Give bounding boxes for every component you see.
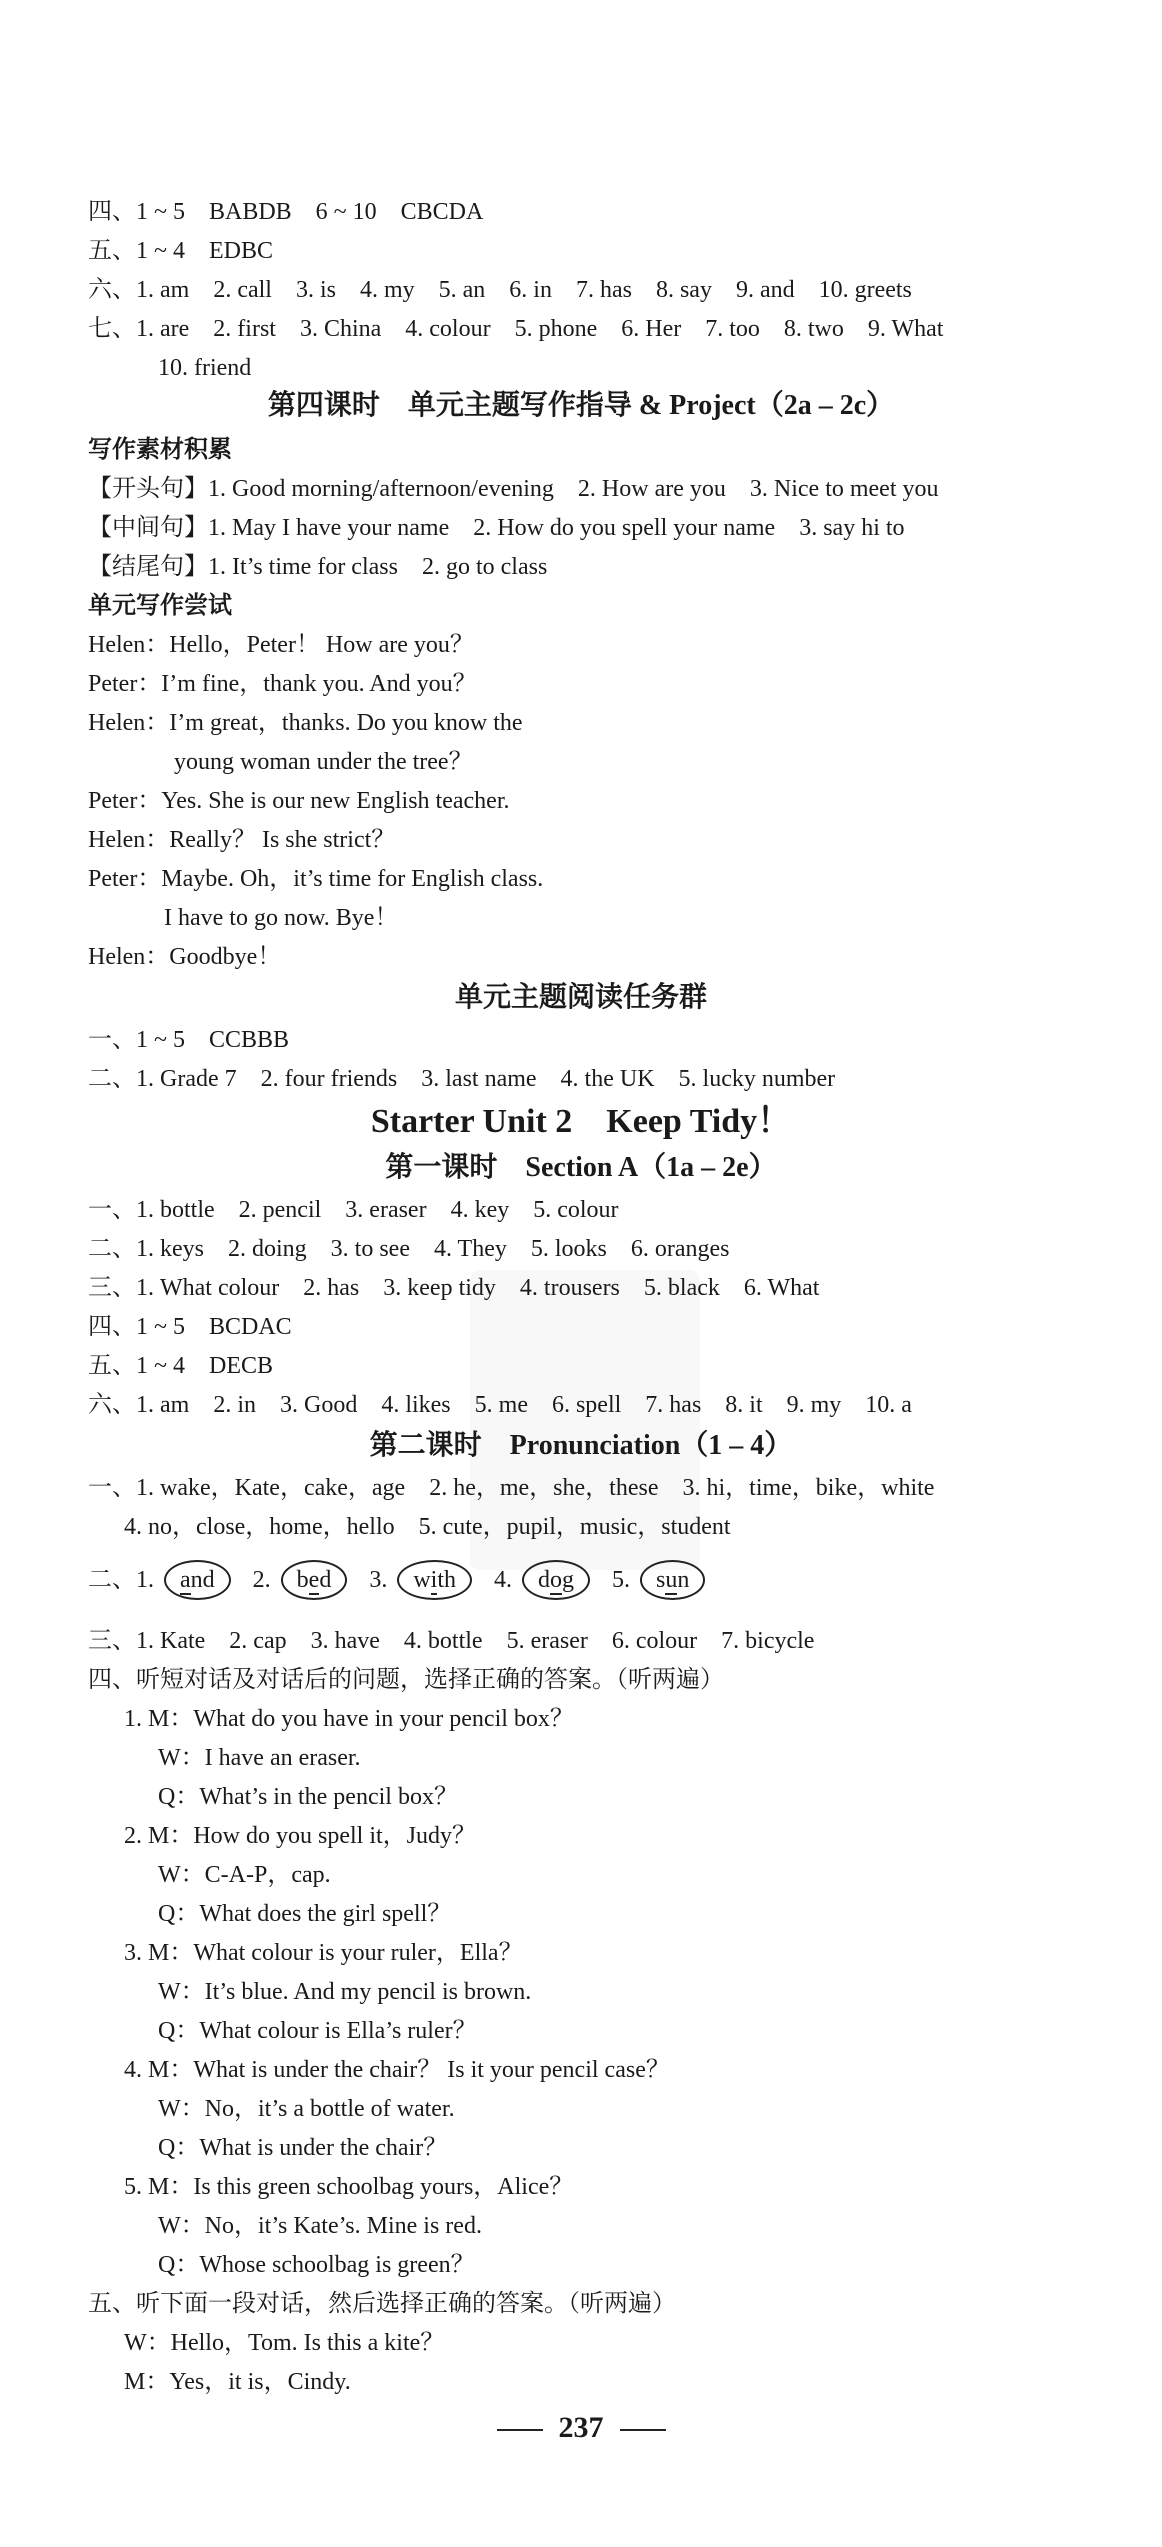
dialogue-line: I have to go now. Bye！ <box>164 905 399 931</box>
answer-line: 一、1. bottle 2. pencil 3. eraser 4. key 5. colour <box>88 1197 619 1223</box>
answer-line: 三、1. Kate 2. cap 3. have 4. bottle 5. eraser 6. colour 7. bicycle <box>88 1628 815 1654</box>
item-number: 5. <box>612 1567 630 1593</box>
circled-word <box>640 1560 705 1600</box>
dialogue-line: Q：What’s in the pencil box？ <box>158 1784 458 1810</box>
question-heading: 四、听短对话及对话后的问题，选择正确的答案。（听两遍） <box>88 1667 724 1693</box>
dialogue-line: 1. M：What do you have in your pencil box？ <box>124 1706 574 1732</box>
dialogue-line: W：Hello，Tom. Is this a kite？ <box>124 2330 445 2356</box>
item-number: 3. <box>369 1567 388 1593</box>
word-part: th <box>437 1567 456 1593</box>
answer-line: 四、1 ~ 5 BABDB 6 ~ 10 CBCDA <box>88 199 484 225</box>
answer-line: 【开头句】1. Good morning/afternoon/evening 2. How are you 3. Nice to meet you <box>88 476 939 502</box>
page-number: 237 <box>558 2411 604 2444</box>
word-part: g <box>562 1567 574 1593</box>
word-part: n <box>677 1567 690 1593</box>
underlined-letter: a <box>180 1567 191 1593</box>
underlined-letter: o <box>550 1567 562 1593</box>
dialogue-line: W：C-A-P，cap. <box>158 1862 331 1888</box>
answer-line: 4. no，close，home，hello 5. cute，pupil，music，student <box>124 1514 731 1540</box>
underlined-letter: i <box>430 1567 438 1593</box>
answer-line: 一、1 ~ 5 CCBBB <box>88 1027 290 1053</box>
answer-line: 【中间句】1. May I have your name 2. How do you spell your name 3. say hi to <box>88 515 905 541</box>
dialogue-line: Q：What colour is Ella’s ruler？ <box>158 2018 477 2044</box>
dialogue-line: Q：Whose schoolbag is green？ <box>158 2252 475 2278</box>
circled-word <box>164 1560 231 1600</box>
dialogue-line: W：I have an eraser. <box>158 1745 361 1771</box>
dialogue-line: 2. M：How do you spell it，Judy？ <box>124 1823 477 1849</box>
subheading: 单元写作尝试 <box>88 593 232 619</box>
section-heading: 第二课时 Pronunciation（1 – 4） <box>369 1430 793 1461</box>
dialogue-line: Peter：Yes. She is our new English teacher. <box>88 788 510 814</box>
word-part: d <box>538 1567 550 1593</box>
subheading: 写作素材积累 <box>88 437 232 463</box>
dialogue-line: W：No，it’s Kate’s. Mine is red. <box>158 2213 482 2239</box>
dialogue-line: W：It’s blue. And my pencil is brown. <box>158 1979 532 2005</box>
item-number: 2. <box>252 1567 271 1593</box>
answer-line: 10. friend <box>158 355 252 381</box>
word-part: w <box>413 1567 431 1593</box>
footer-dash <box>497 2429 543 2431</box>
question-heading: 五、听下面一段对话，然后选择正确的答案。（听两遍） <box>88 2291 676 2317</box>
dialogue-line: young woman under the tree？ <box>174 749 473 775</box>
dialogue-line: 3. M：What colour is your ruler，Ella？ <box>124 1940 523 1966</box>
unit-title: Starter Unit 2 Keep Tidy！ <box>370 1103 792 1140</box>
underlined-letter: e <box>308 1567 320 1593</box>
answer-line: 二、1. keys 2. doing 3. to see 4. They 5. looks 6. oranges <box>88 1236 730 1262</box>
answer-line: 六、1. am 2. in 3. Good 4. likes 5. me 6. spell 7. has 8. it 9. my 10. a <box>88 1392 912 1418</box>
circled-word <box>522 1560 590 1600</box>
section-heading: 单元主题阅读任务群 <box>454 982 707 1013</box>
dialogue-line: M：Yes，it is，Cindy. <box>124 2369 351 2395</box>
answer-line: 七、1. are 2. first 3. China 4. colour 5. phone 6. Her 7. too 8. two 9. What <box>88 316 944 342</box>
underlined-letter: u <box>665 1567 678 1593</box>
answer-line: 五、1 ~ 4 EDBC <box>88 238 273 264</box>
footer-dash <box>620 2429 666 2431</box>
answer-line: 一、1. wake，Kate，cake，age 2. he，me，she，these 3. hi，time，bike，white <box>88 1475 935 1501</box>
dialogue-line: Helen：I’m great，thanks. Do you know the <box>88 710 523 736</box>
section-heading: 第一课时 Section A（1a – 2e） <box>385 1152 777 1183</box>
answer-line: 【结尾句】1. It’s time for class 2. go to class <box>88 554 548 580</box>
dialogue-line: Peter：Maybe. Oh，it’s time for English class. <box>88 866 544 892</box>
item-number: 4. <box>494 1567 512 1593</box>
circled-word <box>397 1560 472 1600</box>
dialogue-line: Q：What does the girl spell？ <box>158 1901 452 1927</box>
dialogue-line: Q：What is under the chair？ <box>158 2135 448 2161</box>
dialogue-line: Peter：I’m fine，thank you. And you？ <box>88 671 477 697</box>
dialogue-line: W：No，it’s a bottle of water. <box>158 2096 455 2122</box>
dialogue-line: Helen：Really？ Is she strict？ <box>88 827 396 853</box>
section-heading: 第四课时 单元主题写作指导 & Project（2a – 2c） <box>267 390 895 421</box>
word-part: s <box>656 1567 666 1593</box>
word-part: b <box>296 1567 309 1593</box>
dialogue-line: 5. M：Is this green schoolbag yours，Alice？ <box>124 2174 574 2200</box>
page-footer <box>0 2408 1162 2448</box>
answer-line: 三、1. What colour 2. has 3. keep tidy 4. trousers 5. black 6. What <box>88 1275 820 1301</box>
answer-line: 四、1 ~ 5 BCDAC <box>88 1314 292 1340</box>
dialogue-line: 4. M：What is under the chair？ Is it your pencil case？ <box>124 2057 670 2083</box>
circled-words-line <box>88 1560 709 1600</box>
item-number: 二、1. <box>88 1567 154 1593</box>
word-rest: nd <box>190 1567 215 1593</box>
word-part: d <box>319 1567 332 1593</box>
answer-line: 六、1. am 2. call 3. is 4. my 5. an 6. in 7. has 8. say 9. and 10. greets <box>88 277 912 303</box>
circled-word <box>281 1560 348 1600</box>
dialogue-line: Helen：Goodbye！ <box>88 944 282 970</box>
dialogue-line: Helen：Hello，Peter！ How are you？ <box>88 632 474 658</box>
answer-line: 二、1. Grade 7 2. four friends 3. last name 4. the UK 5. lucky number <box>88 1066 836 1092</box>
answer-line: 五、1 ~ 4 DECB <box>88 1353 273 1379</box>
